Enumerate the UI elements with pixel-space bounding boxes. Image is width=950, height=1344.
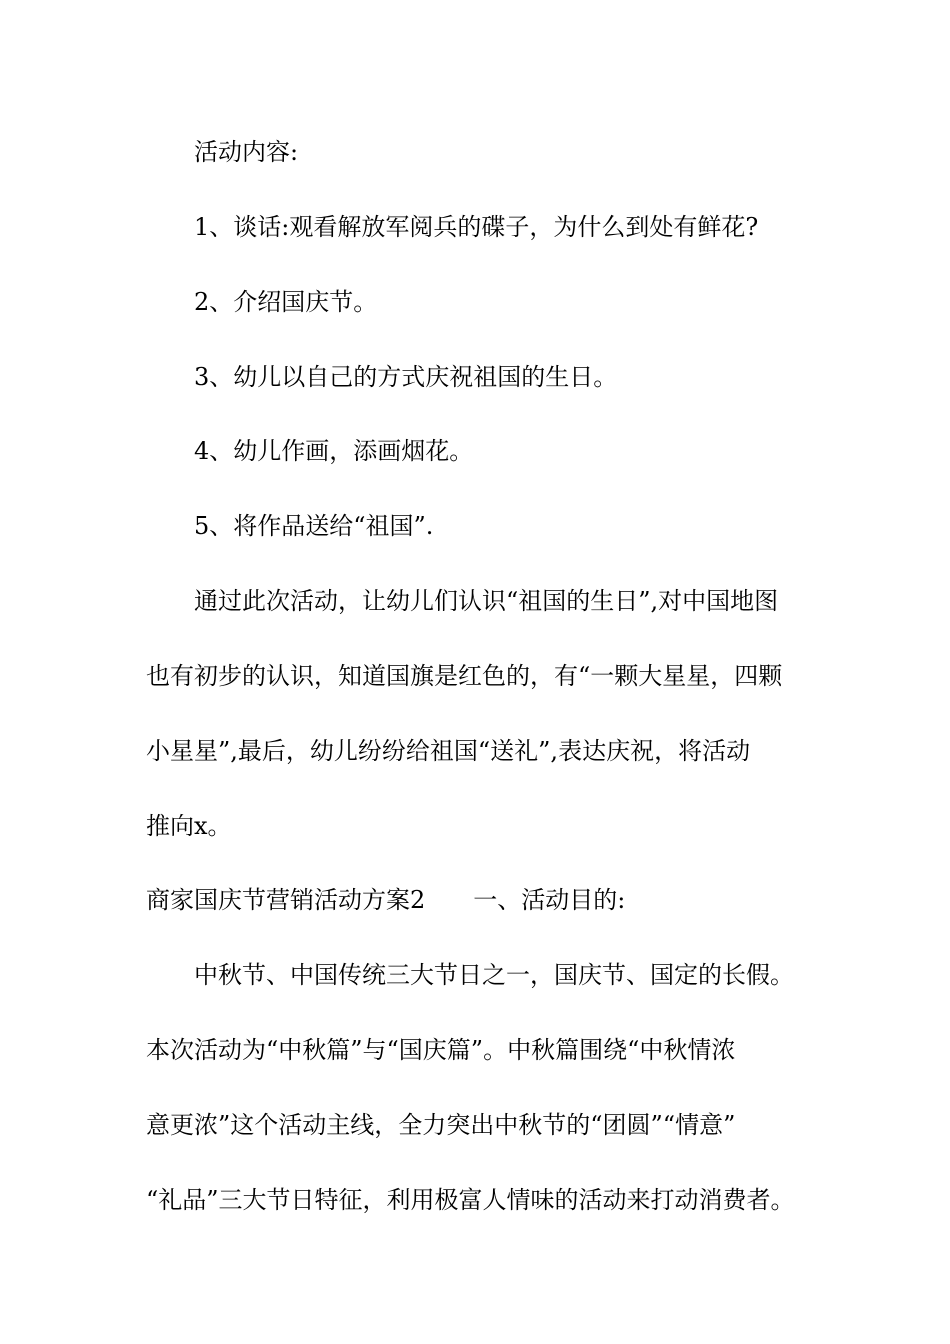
purpose-line-1: 中秋节、中国传统三大节日之一，国庆节、国定的长假。 [194,961,794,989]
summary-line-4: 推向x。 [146,812,232,840]
step-2: 2、介绍国庆节。 [194,288,378,316]
step-5: 5、将作品送给“祖国”. [194,512,434,540]
purpose-line-4: “礼品”三大节日特征，利用极富人情味的活动来打动消费者。 [146,1186,795,1214]
plan2-heading [146,884,836,916]
plan2-title: 商家国庆节营销活动方案2 [146,886,426,914]
plan2-subheading: 一、活动目的: [473,886,626,914]
step-1: 1、谈话:观看解放军阅兵的碟子，为什么到处有鲜花? [194,213,759,241]
purpose-line-2: 本次活动为“中秋篇”与“国庆篇”。中秋篇围绕“中秋情浓 [146,1036,736,1064]
step-3: 3、幼儿以自己的方式庆祝祖国的生日。 [194,363,618,391]
section-label: 活动内容: [194,138,299,166]
step-4: 4、幼儿作画，添画烟花。 [194,437,474,465]
summary-line-1: 通过此次活动，让幼儿们认识“祖国的生日”,对中国地图 [194,587,779,615]
purpose-line-3: 意更浓”这个活动主线，全力突出中秋节的“团圆”“情意” [146,1111,736,1139]
summary-line-2: 也有初步的认识，知道国旗是红色的，有“一颗大星星，四颗 [146,662,783,690]
summary-line-3: 小星星”,最后，幼儿纷纷给祖国“送礼”,表达庆祝，将活动 [146,737,751,765]
